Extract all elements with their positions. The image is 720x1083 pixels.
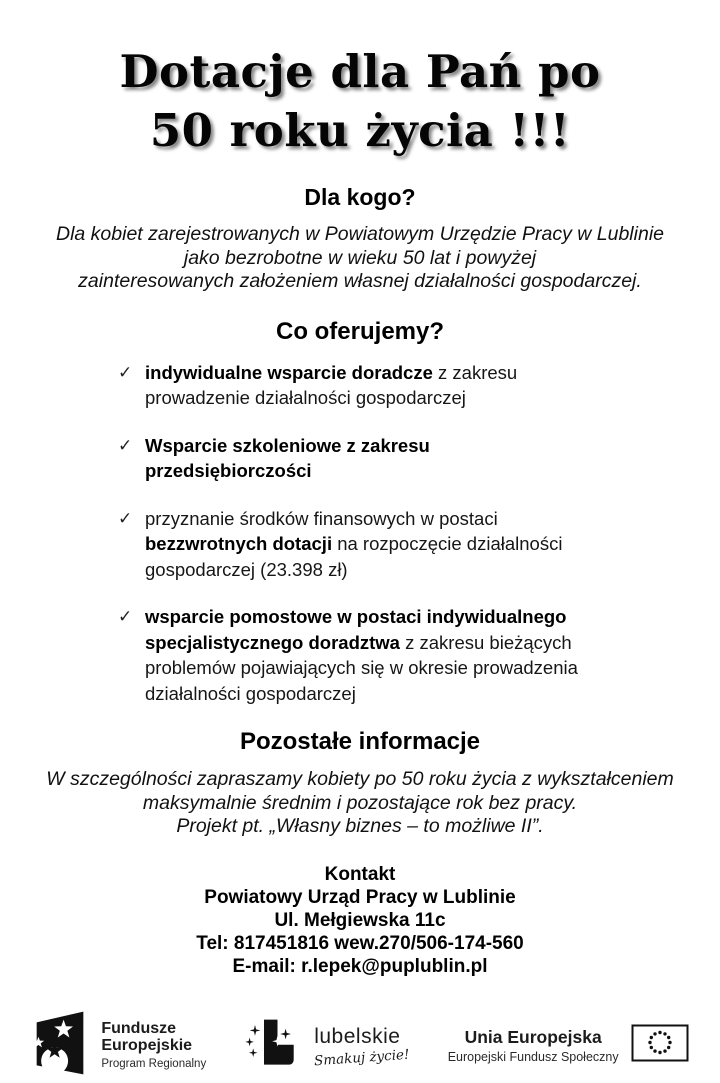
eu-flag-icon: [631, 1024, 689, 1067]
lubelskie-label: [313, 1024, 411, 1069]
pozostale-paragraph: [0, 768, 720, 839]
unia-subtitle: Europejski Fundusz Społeczny: [447, 1049, 619, 1064]
check-icon: ✓: [118, 362, 133, 382]
offer-item: [118, 360, 596, 411]
kontakt-heading: Kontakt: [324, 863, 396, 885]
fundusze-europejskie-flag-icon: [31, 1008, 89, 1083]
title-line-2: 50 roku życia !!!: [149, 104, 571, 157]
lubelskie-tagline: Smakuj życie!: [313, 1046, 411, 1069]
offer-item: [118, 433, 596, 484]
heading-pozostale-informacje: Pozostałe informacje: [239, 728, 481, 755]
offer-text-normal: na rozpoczęcie działalności gospodarczej (23.398 zł): [145, 533, 563, 580]
fundusze-europejskie-label: [101, 1020, 206, 1070]
kontakt-org: Powiatowy Urząd Pracy w Lublinie: [204, 886, 516, 908]
offer-text-normal: z zakresu prowadzenie działalności gospodarczej: [145, 361, 518, 408]
lubelskie-name: lubelskie: [314, 1024, 401, 1048]
offer-list: [118, 360, 596, 707]
fundusze-europejskie-logo: [31, 1008, 206, 1083]
paragraph-line: jako bezrobotne w wieku 50 lat i powyżej: [183, 246, 537, 269]
paragraph-line: Dla kobiet zarejestrowanych w Powiatowym Urzędzie Pracy w Lublinie: [56, 223, 664, 245]
offer-text-normal: z zakresu bieżących problemów pojawiających się w okresie prowadzenia działalności gospodarczej: [145, 631, 578, 704]
paragraph-line: maksymalnie średnim i pozostające rok bez pracy.: [142, 791, 578, 814]
page-title: [0, 42, 720, 160]
check-icon: ✓: [118, 435, 133, 455]
title-line-1: Dotacje dla Pań po: [119, 45, 601, 98]
kontakt-email: E-mail: r.lepek@puplublin.pl: [232, 955, 488, 977]
lubelskie-logo: [244, 1016, 409, 1075]
heading-co-oferujemy: Co oferujemy?: [275, 317, 445, 345]
unia-europejska-logo: [448, 1024, 689, 1067]
kontakt-block: [0, 863, 720, 978]
offer-item: [118, 506, 596, 583]
unia-name: Unia Europejska: [464, 1026, 602, 1047]
fundusze-subtitle: Program Regionalny: [101, 1058, 207, 1070]
unia-europejska-label: [448, 1027, 619, 1064]
heading-dla-kogo: Dla kogo?: [304, 184, 416, 210]
offer-item-text: [145, 506, 596, 583]
fundusze-name-line2: Europejskie: [101, 1037, 193, 1054]
offer-text-normal: przyznanie środków finansowych w postaci: [145, 507, 498, 529]
check-icon: ✓: [118, 607, 133, 626]
offer-text-bold: wsparcie pomostowe w postaci indywidualnego specjalistycznego doradztwa: [145, 606, 567, 653]
offer-text-bold: indywidualne wsparcie doradcze: [145, 361, 433, 383]
check-icon: ✓: [118, 508, 133, 528]
offer-item-text: [145, 433, 596, 484]
fundusze-name-line1: Fundusze: [101, 1020, 177, 1037]
kontakt-address: Ul. Mełgiewska 11c: [274, 909, 446, 931]
paragraph-line: W szczególności zapraszamy kobiety po 50 roku życia z wykształceniem: [46, 768, 674, 790]
offer-item-text: [145, 604, 596, 706]
paragraph-line: zainteresowanych założeniem własnej działalności gospodarczej.: [78, 270, 642, 292]
dla-kogo-paragraph: [0, 223, 720, 294]
paragraph-line: Projekt pt. „Własny biznes – to możliwe II”.: [176, 815, 544, 837]
offer-text-bold: Wsparcie szkoleniowe z zakresu przedsiębiorczości: [145, 434, 430, 481]
offer-text-bold: bezzwrotnych dotacji: [145, 533, 333, 554]
lubelskie-l-icon: [244, 1016, 302, 1075]
footer-logos: [0, 1008, 720, 1083]
offer-item-text: [145, 360, 596, 411]
offer-item: [118, 604, 596, 706]
kontakt-phone: Tel: 817451816 wew.270/506-174-560: [196, 932, 524, 954]
